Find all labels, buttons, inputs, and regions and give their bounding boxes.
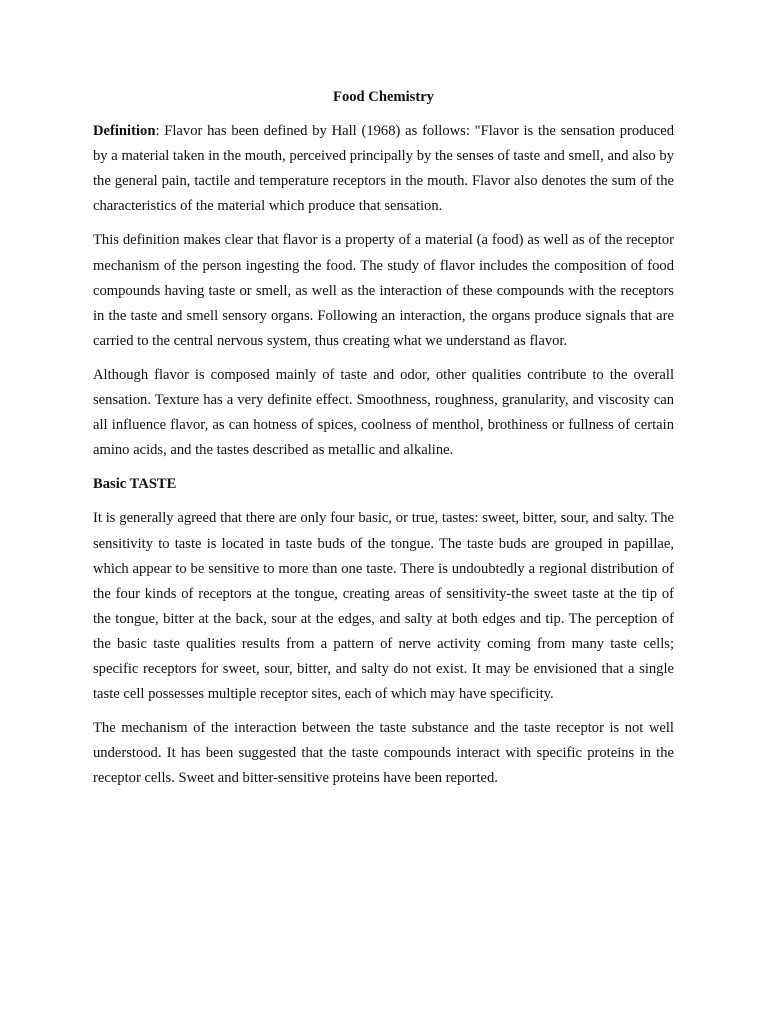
- definition-label: Definition: [93, 123, 156, 140]
- document-body: [93, 85, 674, 800]
- paragraph-other-qualities: Although flavor is composed mainly of taste and odor, other qualities contribute to the overall sensation. Texture has a very definite effect. Smoothness, roughness, granularity, and viscosity can all influence flavor, as can hotness of spices, coolness of menthol, brothiness or fullness of certain amino acids, and the tastes described as metallic and alkaline.: [93, 366, 674, 459]
- section-heading-basic-taste: Basic TASTE: [93, 476, 177, 493]
- paragraph-taste-mechanism: The mechanism of the interaction between the taste substance and the taste receptor is not well understood. It has been suggested that the taste compounds interact with specific proteins in the receptor cells. Sweet and bitter-sensitive proteins have been reported.: [93, 720, 674, 787]
- definition-text: : Flavor has been defined by Hall (1968) as follows: "Flavor is the sensation produced by a material taken in the mouth, perceived principally by the senses of taste and smell, and also by the general pain, tactile and temperature receptors in the mouth. Flavor also denotes the sum of the characteristics of the material which produce that sensation.: [93, 123, 674, 215]
- paragraph-four-tastes: It is generally agreed that there are only four basic, or true, tastes: sweet, bitter, sour, and salty. The sensitivity to taste is located in taste buds of the tongue. The taste buds are grouped in papillae, which appear to be sensitive to more than one taste. There is undoubtedly a regional distribution of the four kinds of receptors at the tongue, creating areas of sensitivity-the sweet taste at the tip of the tongue, bitter at the back, sour at the edges, and salty at both edges and tip. The perception of the basic taste qualities results from a pattern of nerve activity coming from many taste cells; specific receptors for sweet, sour, bitter, and salty do not exist. It may be envisioned that a single taste cell possesses multiple receptor sites, each of which may have specificity.: [93, 510, 674, 703]
- paragraph-receptor-mechanism: This definition makes clear that flavor is a property of a material (a food) as well as of the receptor mechanism of the person ingesting the food. The study of flavor includes the composition of food compounds having taste or smell, as well as the interaction of these compounds with the receptors in the taste and smell sensory organs. Following an interaction, the organs produce signals that are carried to the central nervous system, thus creating what we understand as flavor.: [93, 232, 674, 349]
- document-title: Food Chemistry: [333, 89, 434, 105]
- definition-paragraph: [93, 119, 674, 219]
